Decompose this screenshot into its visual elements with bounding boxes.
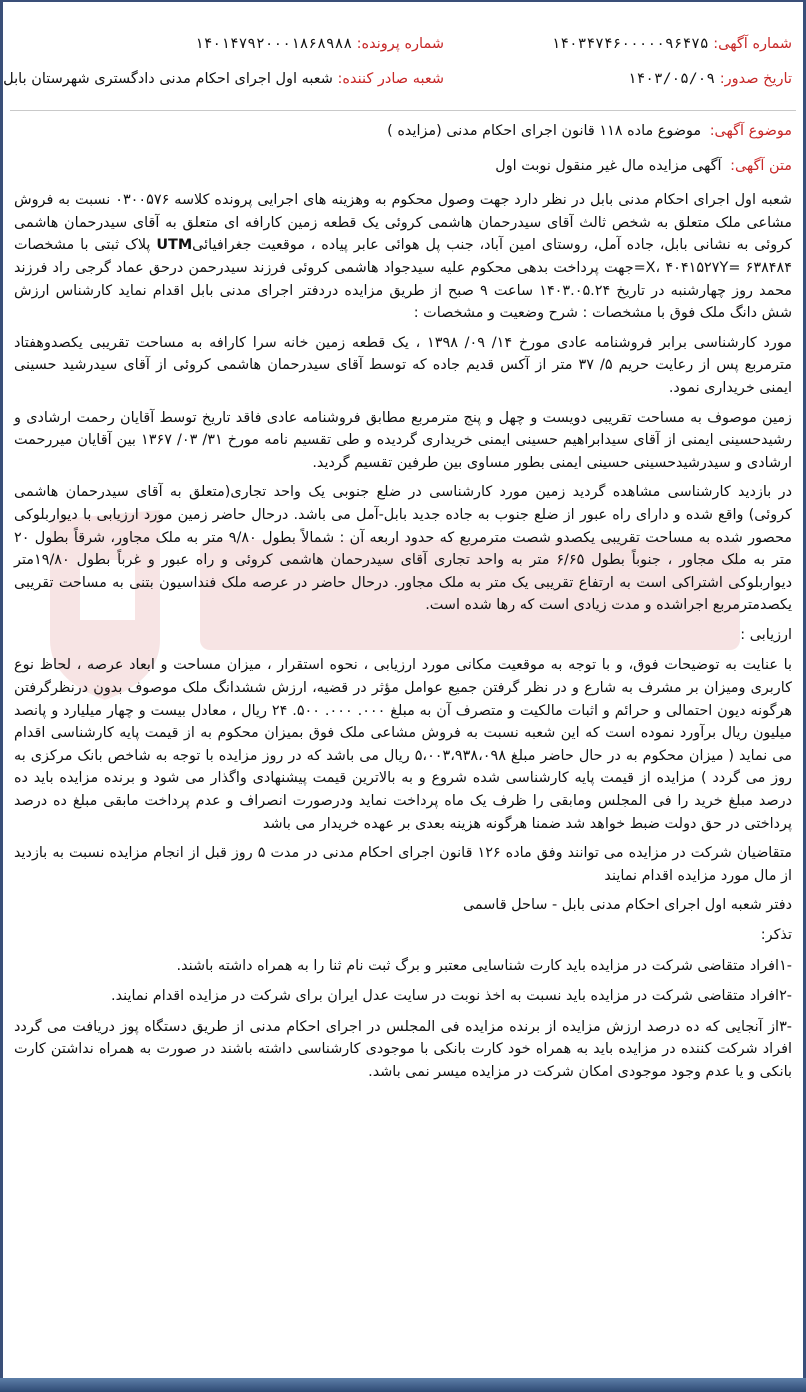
- issue-date: ۱۴۰۳/۰۵/۰۹: [627, 71, 716, 87]
- paragraph-intro: [14, 189, 792, 325]
- paragraph-intro-part2: پلاک ثبتی با مشخصات ۶۳۸۴۸۴ =X، ۴۰۴۱۵۲۷Y=جهت پرداخت بدهی محکوم علیه سیدجواد هاشمی کروئی فرزند سیدرحمن درحق عماد گرجی راد فرزند محمد روز چهارشنبه در تاریخ ۱۴۰۳.۰۵.۲۴ ساعت ۹ صبح از طریق مزایده دردفتر اجرای مدنی بابل اقدام نماید کارشناس ارزش شش دانگ ملک فوق با مشخصات : شرح وضعیت و مشخصات :: [14, 237, 793, 322]
- issuer-name: شعبه اول اجرای احکام مدنی دادگستری شهرستان بابل: [3, 71, 333, 87]
- paragraph-office: دفتر شعبه اول اجرای احکام مدنی بابل - ساحل قاسمی: [462, 897, 792, 914]
- file-number-label: شماره پرونده:: [356, 36, 444, 52]
- notes-title: تذکر:: [760, 927, 792, 943]
- issue-date-row: [628, 71, 792, 87]
- notice-body: [14, 120, 792, 1092]
- note-item-2: -۲افراد متقاضی شرکت در مزایده باید نسبت به اخذ نوبت در سایت عدل ایران برای شرکت در مزایده اقدام نمایند.: [111, 988, 792, 1005]
- issue-date-label: تاریخ صدور:: [719, 71, 792, 87]
- notice-number-row: [552, 36, 793, 52]
- subject-label: موضوع آگهی:: [709, 123, 792, 139]
- issuer-label: شعبه صادر کننده:: [337, 71, 444, 87]
- paragraph-intro-part1: شعبه اول اجرای احکام مدنی بابل در نظر دارد جهت وصول محکوم به وهزینه های اجرایی پرونده کلاسه ۰۳۰۰۵۷۶ نسبت به فروش مشاعی ملک متعلق به شخص ثالث آقای سیدرحمان هاشمی کروئی یک قطعه زمین کارافه ای متعلق به آقای سیدرحمان هاشمی کروئی به نشانی بابل، جاده آمل، روستای امین آباد، جنب پل هوائی عابر پیاده ، موقعیت جغرافیائی: [14, 192, 792, 254]
- file-number: ۱۴۰۱۴۷۹۲۰۰۰۱۸۶۸۹۸۸: [194, 36, 353, 52]
- note-item-1: -۱افراد متقاضی شرکت در مزایده باید کارت شناسایی معتبر و برگ ثبت نام ثنا را به همراه داشته باشند.: [176, 957, 792, 974]
- valuation-title: ارزیابی :: [740, 626, 792, 643]
- subject-text: موضوع ماده ۱۱۸ قانون اجرای احکام مدنی (مزایده ): [387, 123, 702, 139]
- file-number-row: [195, 36, 444, 52]
- subject-row: [14, 120, 792, 143]
- paragraph-inspection: در بازدید کارشناسی مشاهده گردید زمین مورد کارشناسی در ضلع جنوبی یک واحد تجاری(متعلق به آقای سیدرحمان هاشمی کروئی) واقع شده و دارای راه عبور از ضلع جنوب به جاده جدید بابل-آمل می باشد. درحال حاضر زمین مورد ارزیابی با دیواربلوکی محصور شده به مساحت تقریبی یکصدو شصت مترمربع که حدود اربعه آن : شمالاً بطول ۹/۸۰ متر به ملک مجاور، شرقاً بطول ۲۰ متر به ملک مجاور ، جنوباً بطول ۶/۶۵ متر به واحد تجاری آقای سیدرحمان هاشمی کروئی و راه عبور و غرباً بطول ۱۹/۸۰متر دیواربلوکی اشتراکی است به ارتفاع تقریبی یک متر به ملک مجاور. درحال حاضر در عرصه ملک فنداسیون بتنی به مساحت تقریبی یکصدمترمربع اجراشده و مدت زیادی است که رها شده است.: [14, 484, 792, 614]
- paragraph-description: مورد کارشناسی برابر فروشنامه عادی مورخ ۱۴/ ۰۹/ ۱۳۹۸ ، یک قطعه زمین خانه سرا کارافه به مساحت تقریبی یکصدوهفتاد مترمربع پس از رعایت حریم ۵/ ۳۷ متر از آکس قدیم جاده که توسط آقای سیدرحمان هاشمی کروئی از آقای سیدرشید حسینی ایمنی خریداری نمود.: [14, 334, 792, 396]
- notice-header: [0, 30, 806, 100]
- utm-label: UTM: [156, 237, 193, 254]
- bottom-bar: [0, 1378, 806, 1392]
- body-title-row: [14, 155, 792, 178]
- note-item-3: -۳از آنجایی که ده درصد ارزش مزایده از برنده مزایده فی المجلس در اجرای احکام مدنی از طریق دستگاه پوز دریافت می گردد افراد شرکت کننده در مزایده باید به همراه خود کارت بانکی با موجودی کارشناسی داشته باشند در صورت به همراه نداشتن کارت بانکی و یا عدم وجود موجودی امکان شرکت در مزایده میسر نمی باشد.: [14, 1018, 792, 1080]
- body-title-text: آگهی مزایده مال غیر منقول نوبت اول: [495, 157, 722, 174]
- notice-number-label: شماره آگهی:: [713, 36, 792, 52]
- paragraph-ownership: زمین موصوف به مساحت تقریبی دویست و چهل و پنج مترمربع مطابق فروشنامه عادی فاقد تاریخ توسط آقایان رحمت ارشادی و رشیدحسینی ایمنی از آقای سیدابراهیم حسینی ایمنی خریداری گردیده و طی تقسیم نامه مورخ ۳۱/ ۰۳/ ۱۳۶۷ بین آقایان میررحمت ارشادی و سیدرشیدحسینی حسینی ایمنی بطور مساوی بین طرفین تقسیم گردید.: [14, 409, 792, 471]
- body-title-label: متن آگهی:: [730, 157, 792, 174]
- notice-number: ۱۴۰۳۴۷۴۶۰۰۰۰۰۹۶۴۷۵: [551, 36, 709, 52]
- header-divider: [10, 110, 796, 111]
- paragraph-visit: متقاضیان شرکت در مزایده می توانند وفق ماده ۱۲۶ قانون اجرای احکام مدنی در مدت ۵ روز قبل از انجام مزایده نسبت به بازدید از مال مورد مزایده اقدام نمایند: [14, 845, 793, 884]
- issuer-row: [3, 71, 444, 87]
- paragraph-valuation: با عنایت به توضیحات فوق، و با توجه به موقعیت مکانی مورد ارزیابی ، نحوه استقرار ، میزان مساحت و ابعاد عرصه ، لحاظ نوع کاربری ومیزان بر مشرف به شارع و در نظر گرفتن جمیع عوامل مؤثر در قضیه، ارزش ششدانگ ملک موصوف بدون درنظرگرفتن هرگونه دیون احتمالی و حرائم و اثبات مالکیت و متصرف آن به مبلغ ۰۰۰. ۰۰۰. ۵۰۰. ۲۴ ریال ، معادل بیست و چهار میلیارد و پانصد میلیون ریال برآورد نموده است که این شعبه نسبت به فروش مشاعی ملک فوق بمیزان محکوم به از قیمت پایه کارشناسی اقدام می نماید ( میزان محکوم به در حال حاضر مبلغ ۵،۰۰۳،۹۳۸،۰۹۸ ریال می باشد که در روز مزایده با توجه به شاخص بانک مرکزی به روز می گردد ) مزایده از قیمت پایه کارشناسی شده شروع و به بالاترین قیمت پیشنهادی واگذار می شود و برنده مزایده باید ده درصد مبلغ خرید را فی المجلس ومابقی را ظرف یک ماه پرداخت نماید ودرصورت انصراف و عدم پرداخت مابقی مبلغ ده درصد پرداختی در حق دولت ضبط خواهد شد ضمنا هرگونه هزینه بعدی بر عهده خریدار می باشد: [14, 657, 792, 832]
